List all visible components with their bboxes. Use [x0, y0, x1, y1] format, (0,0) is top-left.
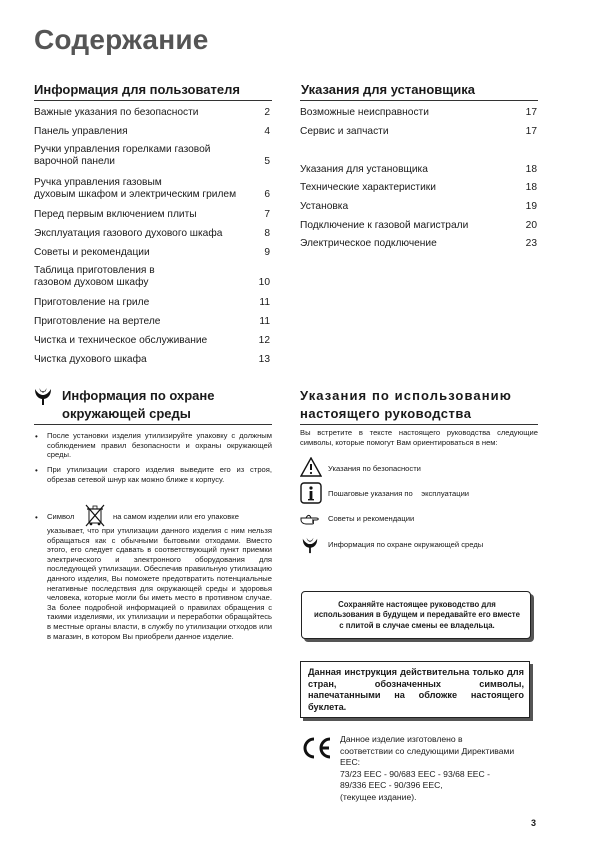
- toc-entry[interactable]: [300, 126, 537, 138]
- toc-entry[interactable]: [34, 335, 270, 347]
- symbol-prefix: Символ: [47, 512, 75, 521]
- toc-entry[interactable]: [34, 297, 270, 309]
- toc-entry-label: Панель управления: [34, 126, 128, 137]
- toc-entry[interactable]: [34, 107, 270, 119]
- toc-entry[interactable]: [300, 220, 537, 232]
- keep-manual-box: [301, 591, 531, 639]
- toc-entry-page: 23: [525, 238, 537, 249]
- ce-line: соответствии со следующими Директивами: [340, 745, 515, 756]
- ce-compliance-text: [340, 734, 540, 803]
- toc-entry-label: Чистка духового шкафа: [34, 354, 147, 365]
- ce-line: Данное изделие изготовлено в: [340, 734, 463, 744]
- bullet-marker: •: [35, 513, 38, 522]
- installer-rule: [300, 100, 538, 101]
- toc-entry[interactable]: [300, 238, 537, 250]
- toc-entry[interactable]: [34, 177, 270, 201]
- page-title: Содержание: [34, 24, 209, 55]
- ce-mark-icon: [299, 736, 333, 760]
- guide-intro: Вы встретите в тексте настоящего руководства следующие символы, которые помогут Вам ориентироваться в нем:: [300, 428, 538, 447]
- toc-entry-label: Эксплуатация газового духового шкафа: [34, 228, 223, 239]
- toc-entry-page: 10: [258, 277, 270, 288]
- ce-line: (текущее издание).: [340, 791, 417, 802]
- toc-entry-label: Технические характеристики: [300, 182, 436, 193]
- toc-entry[interactable]: [34, 126, 270, 138]
- toc-entry-page: 8: [264, 228, 270, 239]
- toc-entry-page: 6: [264, 189, 270, 200]
- toc-entry-label: Ручки управления горелками газовой варочной панели: [34, 144, 211, 168]
- toc-entry[interactable]: [300, 164, 537, 176]
- warning-triangle-icon: [300, 457, 322, 477]
- toc-entry-label: Перед первым включением плиты: [34, 209, 197, 220]
- ce-line: 89/336 EEC - 90/396 EEC,: [340, 780, 443, 790]
- user-info-toc: [34, 107, 270, 367]
- toc-entry-label: Важные указания по безопасности: [34, 107, 199, 118]
- toc-entry-label: Советы и рекомендации: [34, 247, 150, 258]
- toc-entry-page: 11: [259, 297, 270, 308]
- env-heading-line1: Информация по охране: [62, 388, 215, 403]
- toc-entry[interactable]: [34, 354, 270, 366]
- symbol-suffix: на самом изделии или его упаковке: [113, 512, 239, 521]
- env-symbol-text: указывает, что при утилизации данного изделия с ним нельзя обращаться как с обычными бытовыми отходами. Вместо этого, его следует сдавать в соответствующий пункт приемки электрического и электронного оборудования для последующей утилизации. Обеспечив правильную утилизацию данного изделия, Вы поможете предотвратить потенциальные негативные последствия для окружающей среды и здоровья человека, которые могли бы иметь место в противном случае. За более подробной информацией о правилах обращения с такими изделиями, их утилизации и переработки обращайтесь в местные органы власти, в службу по утилизации отходов или в магазин, в котором Вы приобрели данное изделие.: [47, 526, 272, 641]
- toc-entry[interactable]: [34, 144, 270, 168]
- bullet-marker: •: [35, 432, 38, 441]
- env-heading-line2: окружающей среды: [62, 406, 191, 421]
- toc-entry-page: 17: [525, 126, 537, 137]
- validity-box: [300, 661, 530, 718]
- toc-entry[interactable]: [34, 247, 270, 259]
- symbol-label: Информация по охране окружающей среды: [328, 540, 484, 549]
- toc-entry-label: Подключение к газовой магистрали: [300, 220, 469, 231]
- toc-entry-label: Указания для установщика: [300, 164, 428, 175]
- toc-entry-page: 20: [525, 220, 537, 231]
- installer-heading: Указания для установщика: [301, 82, 475, 97]
- toc-entry[interactable]: [300, 107, 537, 119]
- toc-entry-label: Приготовление на вертеле: [34, 316, 161, 327]
- toc-entry-label: Таблица приготовления в газовом духовом шкафу: [34, 265, 155, 289]
- bullet-marker: •: [35, 466, 38, 475]
- toc-entry-label: Приготовление на гриле: [34, 297, 150, 308]
- environment-flower-icon: [300, 536, 320, 554]
- toc-entry-label: Установка: [300, 201, 349, 212]
- pointing-hand-icon: [300, 512, 324, 526]
- toc-entry[interactable]: [34, 316, 270, 328]
- toc-entry-page: 7: [264, 209, 270, 220]
- toc-entry-page: 18: [525, 182, 537, 193]
- toc-entry-page: 2: [264, 107, 270, 118]
- toc-entry-page: 5: [264, 156, 270, 167]
- symbol-label: Указания по безопасности: [328, 464, 421, 473]
- toc-entry-label: Ручка управления газовым духовым шкафом и электрическим грилем: [34, 177, 237, 201]
- toc-entry[interactable]: [34, 209, 270, 221]
- environment-flower-icon: [32, 386, 54, 406]
- toc-entry-page: 17: [525, 107, 537, 118]
- installer-toc: [300, 107, 537, 257]
- keep-manual-text: Сохраняйте настоящее руководство для использования в будущем и передавайте его вместе с плитой в случае смены ее владельца.: [314, 600, 520, 630]
- symbol-label: Пошаговые указания по эксплуатации: [328, 489, 470, 498]
- page-number: 3: [531, 818, 537, 828]
- symbol-label: Советы и рекомендации: [328, 514, 415, 523]
- guide-rule: [300, 424, 538, 425]
- toc-entry[interactable]: [34, 228, 270, 240]
- user-info-rule: [34, 100, 272, 101]
- env-rule: [34, 424, 272, 425]
- crossed-bin-icon: [84, 503, 106, 527]
- guide-heading-line2: настоящего руководства: [300, 406, 472, 421]
- user-info-heading: Информация для пользователя: [34, 82, 240, 97]
- toc-entry-label: Чистка и техническое обслуживание: [34, 335, 208, 346]
- validity-text: Данная инструкция действительна только для стран, обозначенных символы, напечатанными на обложке настоящего буклета.: [308, 667, 524, 712]
- toc-entry-label: Электрическое подключение: [300, 238, 437, 249]
- ce-line: ЕЕС:: [340, 757, 361, 767]
- toc-entry-page: 11: [259, 316, 270, 327]
- toc-entry-page: 9: [264, 247, 270, 258]
- guide-heading-line1: Указания по использованию: [300, 388, 512, 403]
- toc-entry-page: 19: [525, 201, 537, 212]
- toc-entry[interactable]: [34, 265, 270, 289]
- toc-entry-page: 12: [258, 335, 270, 346]
- toc-entry-label: Сервис и запчасти: [300, 126, 389, 137]
- toc-entry-page: 13: [258, 354, 270, 365]
- ce-line: 73/23 EEC - 90/683 EEC - 93/68 EEC -: [340, 768, 490, 779]
- toc-entry-label: Возможные неисправности: [300, 107, 429, 118]
- toc-entry[interactable]: [300, 182, 537, 194]
- env-bullet-1: После установки изделия утилизируйте упаковку с должным соблюдением правил безопасности и охраны окружающей среды.: [47, 431, 272, 460]
- toc-entry-page: 18: [525, 164, 537, 175]
- env-bullet-2: При утилизации старого изделия выведите его из строя, обрезав сетевой шнур как можно ближе к корпусу.: [47, 465, 272, 484]
- toc-entry-page: 4: [264, 126, 270, 137]
- toc-entry[interactable]: [300, 201, 537, 213]
- info-icon: [300, 482, 322, 504]
